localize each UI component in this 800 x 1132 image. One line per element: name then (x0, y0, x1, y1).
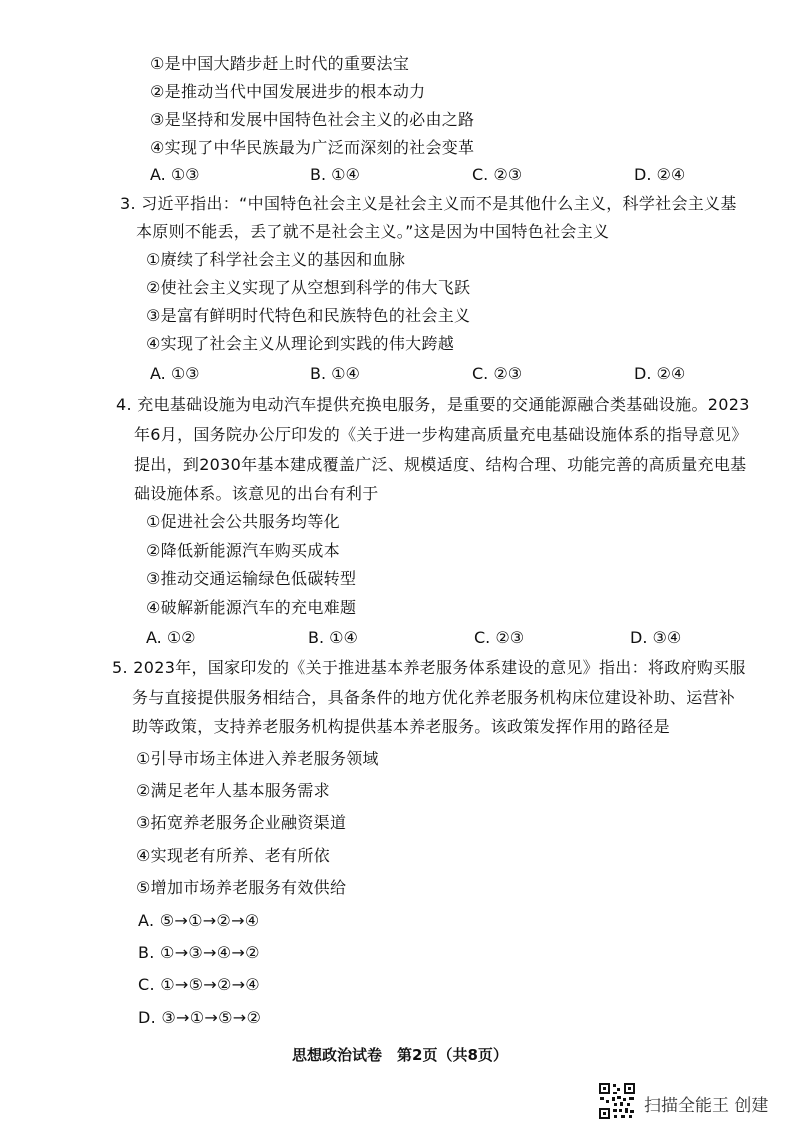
q4-item-2: ②降低新能源汽车购买成本 (146, 541, 340, 560)
q3-choice-d: D. ②④ (634, 364, 686, 383)
q4-stem-line-2: 年6月，国务院办公厅印发的《关于进一步构建高质量充电基础设施体系的指导意见》 (134, 425, 748, 444)
q3-stem-line-2: 本原则不能丢，丢了就不是社会主义。”这是因为中国特色社会主义 (136, 222, 610, 241)
q2-choices (150, 164, 710, 186)
q4-stem-line-1: 4. 充电基础设施为电动汽车提供充换电服务，是重要的交通能源融合类基础设施。2023 (116, 395, 750, 414)
q5-choice-a: A. ⑤→①→②→④ (138, 911, 260, 930)
q3-item-2: ②使社会主义实现了从空想到科学的伟大飞跃 (146, 278, 471, 297)
q3-choice-c: C. ②③ (472, 364, 523, 383)
q3-stem-line-1: 3. 习近平指出：“中国特色社会主义是社会主义而不是其他什么主义，科学社会主义基 (120, 194, 737, 213)
q4-stem-line-4: 础设施体系。该意见的出台有利于 (134, 484, 379, 503)
page-footer (0, 1044, 800, 1065)
q4-item-1: ①促进社会公共服务均等化 (146, 512, 340, 531)
scanner-badge-text: 扫描全能王 创建 (644, 1096, 769, 1116)
q2-choice-b: B. ①④ (310, 165, 360, 184)
q3-choice-b: B. ①④ (310, 364, 360, 383)
q3-item-4: ④实现了社会主义从理论到实践的伟大跨越 (146, 334, 455, 353)
q3-item-3: ③是富有鲜明时代特色和民族特色的社会主义 (146, 306, 471, 325)
q2-item-4: ④实现了中华民族最为广泛而深刻的社会变革 (150, 138, 475, 157)
q4-choice-b: B. ①④ (308, 628, 358, 647)
q2-choice-c: C. ②③ (472, 165, 523, 184)
q3-choice-a: A. ①③ (150, 364, 200, 383)
q2-item-2: ②是推动当代中国发展进步的根本动力 (150, 82, 426, 101)
q4-item-3: ③推动交通运输绿色低碳转型 (146, 569, 357, 588)
scanner-badge (598, 1082, 798, 1122)
q5-stem-line-2: 务与直接提供服务相结合，具备条件的地方优化养老服务机构床位建设补助、运营补 (132, 688, 736, 707)
q5-stem-line-3: 助等政策，支持养老服务机构提供基本养老服务。该政策发挥作用的路径是 (132, 717, 670, 736)
q5-item-1: ①引导市场主体进入养老服务领域 (136, 749, 379, 768)
q2-item-3: ③是坚持和发展中国特色社会主义的必由之路 (150, 110, 475, 129)
q2-choice-d: D. ②④ (634, 165, 686, 184)
q4-choices (146, 627, 716, 649)
q5-item-3: ③拓宽养老服务企业融资渠道 (136, 813, 347, 832)
q4-choice-a: A. ①② (146, 628, 196, 647)
q3-item-1: ①赓续了科学社会主义的基因和血脉 (146, 250, 406, 269)
footer-text: 思想政治试卷 第2页（共8页） (292, 1046, 508, 1064)
q5-choice-c: C. ①→⑤→②→④ (138, 975, 260, 994)
q5-item-5: ⑤增加市场养老服务有效供给 (136, 878, 347, 897)
q2-choice-a: A. ①③ (150, 165, 200, 184)
q5-item-2: ②满足老年人基本服务需求 (136, 781, 330, 800)
q5-stem-line-1: 5. 2023年，国家印发的《关于推进基本养老服务体系建设的意见》指出：将政府购买服 (112, 658, 746, 677)
q4-choice-d: D. ③④ (630, 628, 682, 647)
q2-item-1: ①是中国大踏步赶上时代的重要法宝 (150, 54, 410, 73)
qr-code-icon (598, 1082, 636, 1120)
q4-choice-c: C. ②③ (474, 628, 525, 647)
q4-stem-line-3: 提出，到2030年基本建成覆盖广泛、规模适度、结构合理、功能完善的高质量充电基 (134, 455, 747, 474)
q5-choice-b: B. ①→③→④→② (138, 943, 260, 962)
q4-item-4: ④破解新能源汽车的充电难题 (146, 598, 357, 617)
q5-choice-d: D. ③→①→⑤→② (138, 1008, 262, 1027)
q5-item-4: ④实现老有所养、老有所依 (136, 846, 330, 865)
q3-choices (150, 363, 710, 385)
